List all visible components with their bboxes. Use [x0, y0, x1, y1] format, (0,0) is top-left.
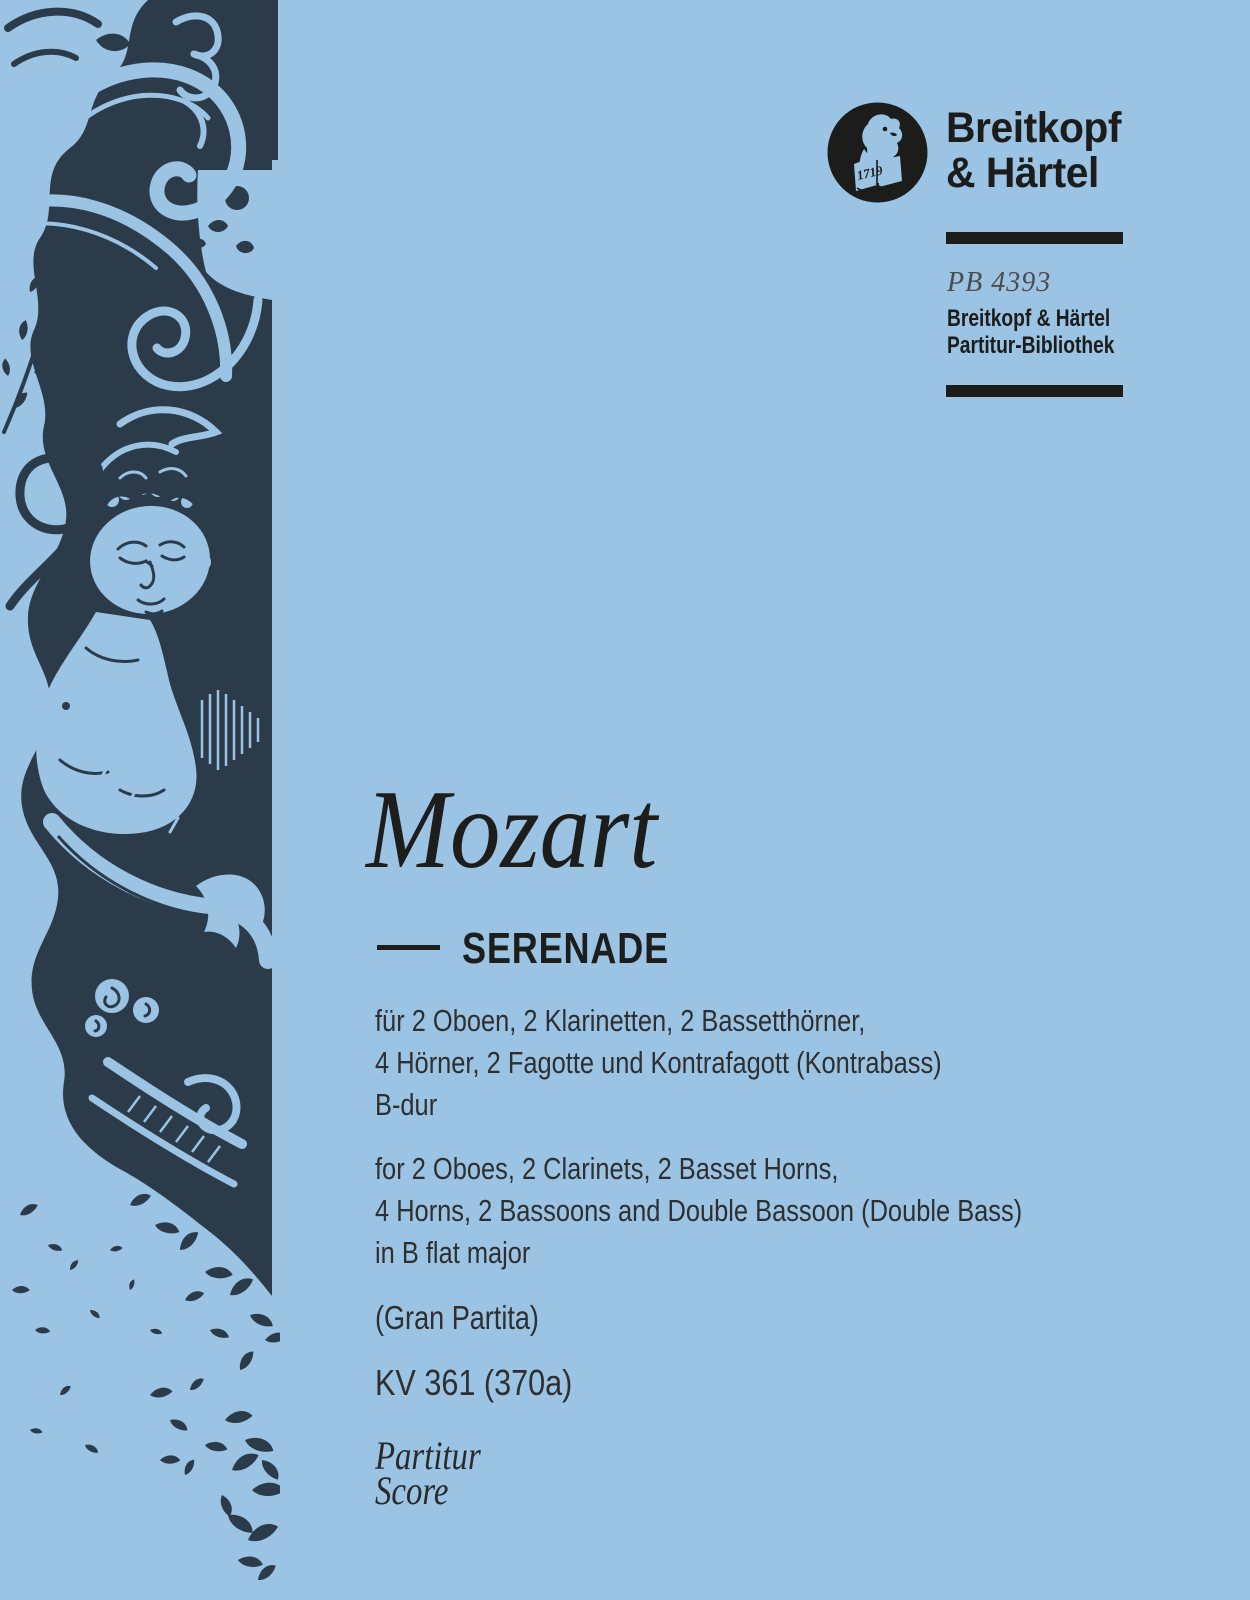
series-line2: Partitur-Bibliothek	[947, 332, 1115, 359]
publisher-name	[946, 106, 1130, 196]
series-title	[947, 305, 1156, 359]
bottom-rule	[946, 385, 1123, 397]
scoring-en-line2: 4 Horns, 2 Bassoons and Double Bassoon (Double Bass)	[375, 1193, 1023, 1228]
scoring-de-line1: für 2 Oboen, 2 Klarinetten, 2 Bassetthörner,	[375, 1003, 866, 1038]
scoring-de-line2: 4 Hörner, 2 Fagotte und Kontrafagott (Kontrabass)	[375, 1045, 942, 1080]
catalog-number: KV 361 (370a)	[375, 1362, 573, 1403]
scoring-english	[375, 1148, 1164, 1274]
scoring-en-line3: in B flat major	[375, 1235, 531, 1270]
composer-name: Mozart	[366, 768, 658, 892]
scoring-en-line1: for 2 Oboes, 2 Clarinets, 2 Basset Horns,	[375, 1151, 839, 1186]
publisher-name-line2: & Härtel	[946, 149, 1099, 197]
catalog-code: PB 4393	[947, 267, 1052, 298]
edition-type-de: Partitur	[375, 1433, 481, 1478]
publisher-bear-logo-icon	[827, 102, 928, 203]
title-dash	[377, 945, 440, 950]
scoring-german	[375, 1000, 1066, 1126]
top-rule	[946, 232, 1123, 244]
work-title: SERENADE	[462, 924, 670, 973]
work-nickname: (Gran Partita)	[375, 1299, 539, 1336]
logo-year: 1719	[855, 162, 885, 183]
edition-type-en: Score	[375, 1468, 449, 1513]
edition-type	[375, 1433, 504, 1513]
scoring-de-line3: B-dur	[375, 1087, 438, 1122]
series-line1: Breitkopf & Härtel	[947, 305, 1111, 332]
baroque-engraving-artwork	[0, 0, 280, 1600]
publisher-name-line1: Breitkopf	[946, 104, 1122, 152]
